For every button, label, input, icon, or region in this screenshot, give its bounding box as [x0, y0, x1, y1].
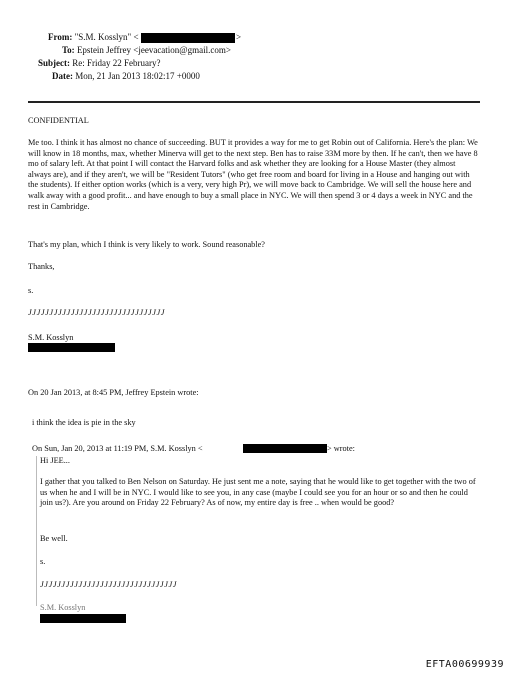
signature-line: JJJJJJJJJJJJJJJJJJJJJJJJJJJJJJJJ	[28, 308, 166, 317]
to-value: Epstein Jeffrey <jeevacation@gmail.com>	[76, 45, 231, 55]
message-paragraph-1: Me too. I think it has almost no chance of succeeding. BUT it provides a way for me to get Robin out of California. Here's the plan: We will know in 18 months, max, whether Minerva will get to the next step. Ben has to raise 33M more by then. If he can't, then we have 8 mo of salary left. At that point I will contact the Harvard folks and ask whether they are looking for a House Master (they almost always are), and if they aren't, we will be "Resident Tutors" (who get free room and board for living in a House and hanging out with the students). If either option works (which is a very, very high Pr), we will move back to Cambridge. We will sell the house here and walk away with a good profit... and have enough to buy a small place in NYC. We will then spend 3 or 4 days a week in NYC and the rest in Cambridge.	[28, 138, 478, 211]
date-value: Mon, 21 Jan 2013 18:02:17 +0000	[75, 71, 200, 81]
quote2-signature-name: S.M. Kosslyn	[40, 603, 86, 612]
redaction-box	[141, 33, 235, 43]
redaction-box	[243, 444, 327, 453]
confidential-label: CONFIDENTIAL	[28, 116, 89, 125]
subject-label: Subject:	[38, 58, 70, 68]
bates-number: EFTA00699939	[425, 659, 504, 670]
redaction-box	[28, 343, 115, 352]
from-label: From:	[48, 32, 73, 42]
signature-name: S.M. Kosslyn	[28, 333, 74, 342]
quote2-paragraph: I gather that you talked to Ben Nelson on Saturday. He just sent me a note, saying that he would like to get together with the two of us when he and I will be in NYC. I would like to see you, in any case (maybe I could see you for an hour or so and then he could join us?). Are you around on Friday 22 February? As of now, my entire day is free .. when would be good?	[40, 477, 476, 508]
to-label: To:	[62, 45, 75, 55]
from-suffix: >	[236, 32, 242, 42]
subject-row	[38, 58, 160, 69]
quote2-greeting: Hi JEE...	[40, 456, 70, 465]
quote1-text: i think the idea is pie in the sky	[32, 418, 136, 427]
quote1-attribution: On 20 Jan 2013, at 8:45 PM, Jeffrey Epstein wrote:	[28, 388, 199, 397]
message-initial: s.	[28, 286, 34, 295]
quote-bar	[36, 456, 37, 606]
quote2-attribution-start: On Sun, Jan 20, 2013 at 11:19 PM, S.M. Kosslyn <	[32, 444, 203, 453]
quote2-closing: Be well.	[40, 534, 68, 543]
quote2-signature-line: JJJJJJJJJJJJJJJJJJJJJJJJJJJJJJJJ	[40, 580, 178, 589]
from-row	[48, 32, 139, 43]
message-paragraph-2: That's my plan, which I think is very likely to work. Sound reasonable?	[28, 240, 265, 249]
subject-value: Re: Friday 22 February?	[72, 58, 161, 68]
to-row	[62, 45, 231, 56]
message-thanks: Thanks,	[28, 262, 55, 271]
date-row	[52, 71, 200, 82]
quote2-attribution-end: > wrote:	[327, 444, 355, 453]
quote2-initial: s.	[40, 557, 46, 566]
header-divider	[28, 101, 480, 103]
from-value: "S.M. Kosslyn" <	[74, 32, 139, 42]
date-label: Date:	[52, 71, 73, 81]
redaction-box	[40, 614, 126, 623]
